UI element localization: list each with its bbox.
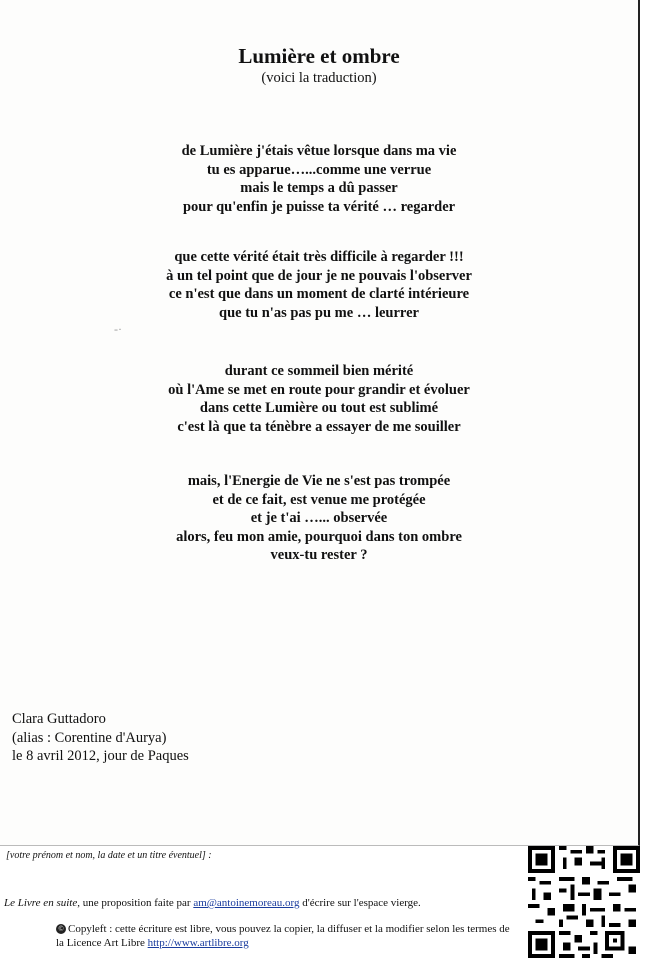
verse-line: et de ce fait, est venue me protégée [212,491,426,508]
signature-date: le 8 avril 2012, jour de Paques [12,748,189,764]
copyleft-notice [56,922,516,950]
verse-line: que cette vérité était très difficile à regarder !!! [174,249,464,265]
poem-subtitle: (voici la traduction) [261,70,377,86]
verse-line: alors, feu mon amie, pourquoi dans ton ombre [176,528,462,545]
verse-line: veux-tu rester ? [270,547,368,564]
license-link[interactable]: http://www.artlibre.org [147,937,249,949]
verse-line: pour qu'enfin je puisse ta vérité … regarder [182,198,456,215]
poem-title: Lumière et ombre [238,44,400,68]
proposal-text: , une proposition faite par [77,897,194,909]
verse-line: tu es apparue…...comme une verrue [206,161,432,178]
email-link[interactable]: am@antoinemoreau.org [193,897,300,909]
stanza [0,472,638,565]
book-title: Le Livre en suite [4,897,78,909]
verse-line: mais le temps a dû passer [240,180,398,197]
verse-line: que tu n'as pas pu me … leurrer [219,304,419,321]
stanza [0,142,638,216]
stanza [0,248,638,322]
verse-line: où l'Ame se met en route pour grandir et évoluer [168,381,470,398]
proposal-end: d'écrire sur l'espace vierge. [299,897,421,909]
copyleft-text: Copyleft : cette écriture est libre, vous pouvez la copier, la diffuser et la modifier selon les termes de la Licence Art Libre [56,923,510,949]
verse-line: durant ce sommeil bien mérité [224,363,414,379]
verse-line: ce n'est que dans un moment de clarté intérieure [168,286,470,303]
signature-block [12,710,189,766]
verse-line: mais, l'Energie de Vie ne s'est pas trompée [187,473,451,489]
proposal-line [4,897,421,909]
verse-line: et je t'ai …... observée [250,510,388,527]
author-alias: (alias : Corentine d'Aurya) [12,729,167,746]
copyleft-icon: © [56,924,66,934]
scan-speck: -· [114,322,122,336]
author-name: Clara Guttadoro [12,711,106,727]
qr-code-icon[interactable] [528,846,640,958]
writer-prompt: [votre prénom et nom, la date et un titre éventuel] : [6,850,212,861]
stanza [0,362,638,436]
verse-line: c'est là que ta ténèbre a essayer de me souiller [177,418,461,435]
verse-line: à un tel point que de jour je ne pouvais l'observer [166,267,472,284]
verse-line: de Lumière j'étais vêtue lorsque dans ma vie [181,143,457,159]
verse-line: dans cette Lumière ou tout est sublimé [199,400,439,417]
